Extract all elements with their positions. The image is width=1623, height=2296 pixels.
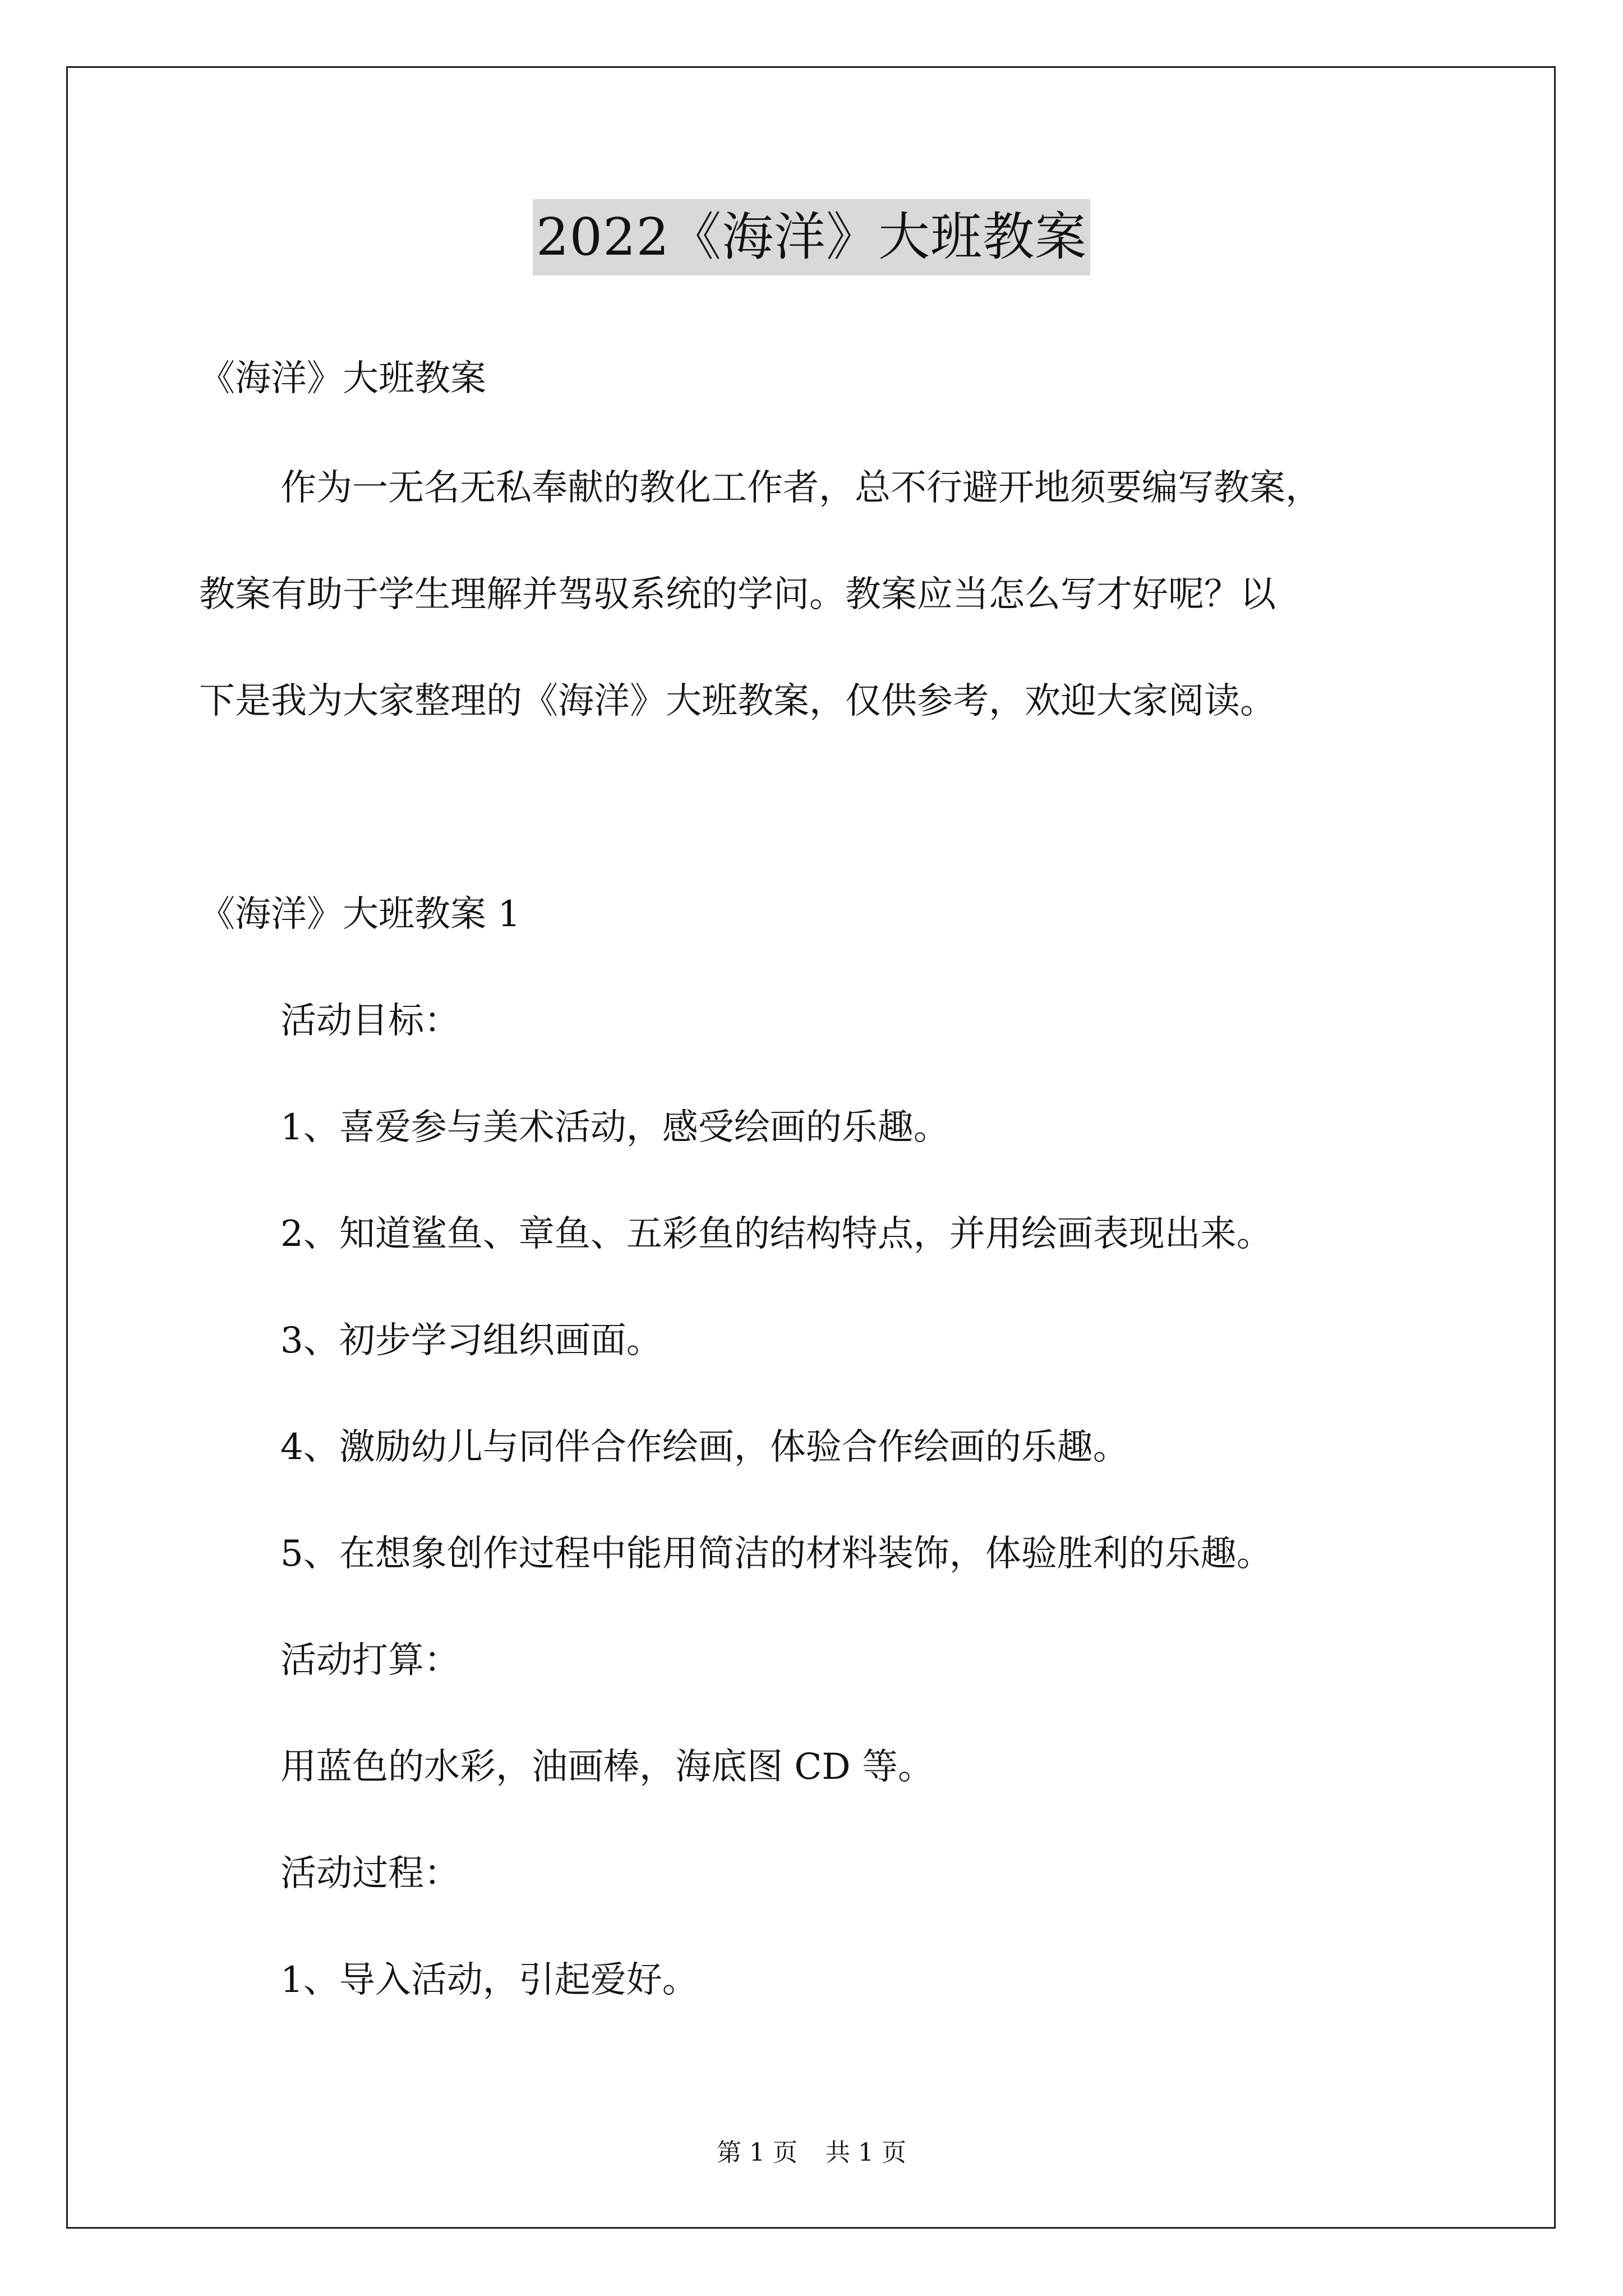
page-footer: [0, 2136, 1623, 2170]
intro-line: 作为一无名无私奉献的教化工作者，总不行避开地须要编写教案，: [280, 467, 1321, 509]
process-label: 活动过程：: [280, 1853, 460, 1894]
goal-item: 2、知道鲨鱼、章鱼、五彩鱼的结构特点，并用绘画表现出来。: [280, 1213, 1272, 1255]
goal-item: 5、在想象创作过程中能用简洁的材料装饰，体验胜利的乐趣。: [280, 1533, 1272, 1575]
title-wrap: [0, 199, 1623, 275]
goals-label: 活动目标：: [280, 1000, 460, 1042]
prep-text: 用蓝色的水彩，油画棒，海底图 CD 等。: [280, 1746, 934, 1788]
document-subtitle: 《海洋》大班教案: [199, 358, 486, 399]
goal-item: 1、喜爱参与美术活动，感受绘画的乐趣。: [280, 1107, 949, 1148]
goal-item: 4、激励幼儿与同伴合作绘画，体验合作绘画的乐趣。: [280, 1427, 1129, 1468]
intro-line: 下是我为大家整理的《海洋》大班教案，仅供参考，欢迎大家阅读。: [199, 680, 1276, 722]
page-number-total: 共 1 页: [826, 2138, 906, 2167]
intro-line: 教案有助于学生理解并驾驭系统的学问。教案应当怎么写才好呢？以: [199, 574, 1276, 615]
document-title: 2022《海洋》大班教案: [533, 199, 1090, 275]
page-number-current: 第 1 页: [717, 2138, 797, 2167]
prep-label: 活动打算：: [280, 1640, 460, 1681]
process-step: 1、导入活动，引起爱好。: [280, 1959, 698, 2001]
section-heading: 《海洋》大班教案 1: [199, 894, 521, 935]
goal-item: 3、初步学习组织画面。: [280, 1320, 662, 1361]
